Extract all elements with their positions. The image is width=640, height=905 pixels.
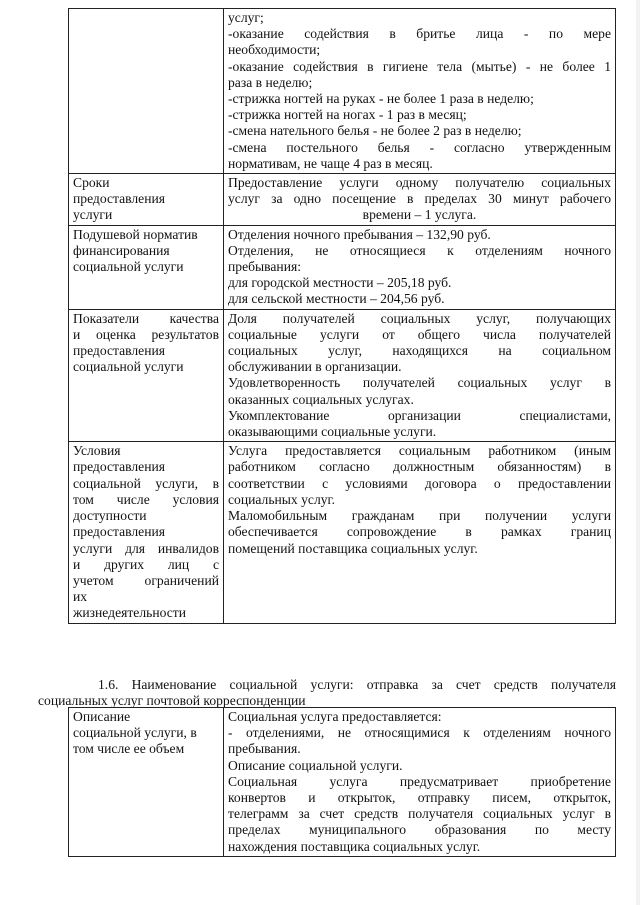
label-line: услуги	[73, 207, 113, 223]
heading-line: социальных услуг почтовой корреспонденции	[38, 693, 306, 709]
text-line: -смена постельного белья - согласно утвержденным	[228, 139, 611, 155]
text-line: Отделения ночного пребывания – 132,90 руб.	[228, 226, 491, 242]
text-line: - отделениями, не относящимися к отделениям ночного	[228, 725, 611, 741]
label-cell	[69, 708, 224, 857]
service-table	[68, 8, 616, 624]
text-line: раза в неделю;	[228, 74, 313, 90]
text-line: Отделения, не относящиеся к отделениям ночного	[228, 242, 611, 258]
text-line: социальные услуги от общего числа получателей	[228, 326, 611, 342]
value-cell	[224, 442, 616, 623]
text-line: пребывания.	[228, 741, 301, 757]
text-line: социальных услуг.	[228, 491, 335, 507]
text-line: Доля получателей социальных услуг, получающих	[228, 310, 611, 326]
text-line: помещений поставщика социальных услуг.	[228, 540, 478, 556]
text-line: услуг;	[228, 10, 264, 25]
label-cell	[69, 442, 224, 623]
label-line: социальной услуги	[73, 259, 184, 275]
label-line: Сроки	[73, 175, 110, 191]
text-line: телеграмм за счет средств получателя социальных услуг в	[228, 806, 611, 822]
text-line: необходимости;	[228, 42, 321, 58]
label-line: предоставления	[73, 343, 166, 359]
value-cell	[224, 225, 616, 309]
table-row	[69, 225, 616, 309]
label-cell	[69, 9, 224, 174]
label-line: и других лиц с	[73, 556, 219, 572]
label-line: жизнедеятельности	[73, 605, 186, 621]
text-line: -оказание содействия в бритье лица - по мере	[228, 26, 611, 42]
label-line: социальной услуги, в	[73, 725, 197, 741]
table-row	[69, 174, 616, 226]
text-line: оказанных социальных услугах.	[228, 391, 414, 407]
label-line: Условия	[73, 443, 121, 459]
value-cell	[224, 9, 616, 174]
text-line: времени – 1 услуга.	[362, 207, 477, 223]
label-line: и оценка результатов	[73, 326, 219, 342]
table-row	[69, 309, 616, 442]
text-line: Предоставление услуги одному получателю социальных	[228, 175, 611, 191]
label-line: финансирования	[73, 242, 170, 258]
label-line: предоставления	[73, 191, 166, 207]
label-line: Показатели качества	[73, 310, 219, 326]
text-line: соответствии с условиями договора о предоставлении	[228, 475, 611, 491]
label-line: Описание	[73, 709, 131, 724]
label-line: их	[73, 589, 88, 605]
text-line: социальных услуг, находящихся на социальном	[228, 343, 611, 359]
text-line: обслуживании в организации.	[228, 359, 402, 375]
text-line: Описание социальной услуги.	[228, 757, 403, 773]
text-line: нахождения поставщика социальных услуг.	[228, 838, 481, 854]
label-line: социальной услуги, в	[73, 475, 219, 491]
text-line: -стрижка ногтей на ногах - 1 раз в месяц;	[228, 107, 467, 123]
label-line: предоставления	[73, 459, 166, 475]
text-line: для городской местности – 205,18 руб.	[228, 275, 452, 291]
table-row	[69, 9, 616, 174]
text-line: Удовлетворенность получателей социальных услуг в	[228, 375, 611, 391]
label-line: том числе ее объем	[73, 741, 185, 757]
text-line: пребывания:	[228, 259, 302, 275]
text-line: оказывающими социальные услуги.	[228, 424, 437, 440]
text-line: пределах муниципального образования по месту	[228, 822, 611, 838]
heading-line: 1.6. Наименование социальной услуги: отправка за счет средств получателя	[98, 677, 616, 692]
section-heading	[38, 677, 616, 709]
text-line: обеспечивается сопровождение в рамках границ	[228, 524, 611, 540]
text-line: Социальная услуга предусматривает приобретение	[228, 773, 611, 789]
text-line: услуг за одно посещение в пределах 30 минут рабочего	[228, 191, 611, 207]
label-line: доступности	[73, 508, 147, 524]
value-cell	[224, 174, 616, 226]
label-line: социальной услуги	[73, 359, 184, 375]
text-line: конвертов и открыток, отправку писем, открыток,	[228, 790, 611, 806]
text-line: Укомплектование организации специалистами,	[228, 407, 611, 423]
text-line: нормативам, не чаще 4 раз в месяц.	[228, 155, 433, 171]
text-line: -стрижка ногтей на руках - не более 1 раза в неделю;	[228, 91, 534, 107]
text-line: Маломобильным гражданам при получении услуги	[228, 508, 611, 524]
label-line: предоставления	[73, 524, 166, 540]
text-line: для сельской местности – 204,56 руб.	[228, 291, 445, 307]
value-cell	[224, 708, 616, 857]
text-line: Услуга предоставляется социальным работником (иным	[228, 443, 611, 459]
label-cell	[69, 174, 224, 226]
text-line: -смена нательного белья - не более 2 раз в неделю;	[228, 123, 522, 139]
text-line: -оказание содействия в гигиене тела (мытье) - не более 1	[228, 58, 611, 74]
label-line: учетом ограничений	[73, 572, 219, 588]
label-cell	[69, 309, 224, 442]
service-table	[68, 707, 616, 857]
text-line: Социальная услуга предоставляется:	[228, 709, 442, 724]
table-row	[69, 708, 616, 857]
label-line: Подушевой норматив	[73, 226, 198, 242]
value-cell	[224, 309, 616, 442]
label-line: том числе условия	[73, 491, 219, 507]
label-cell	[69, 225, 224, 309]
label-line: услуги для инвалидов	[73, 540, 219, 556]
text-line: работником согласно должностным обязанностям) в	[228, 459, 611, 475]
table-row	[69, 442, 616, 623]
scan-edge	[636, 0, 640, 905]
